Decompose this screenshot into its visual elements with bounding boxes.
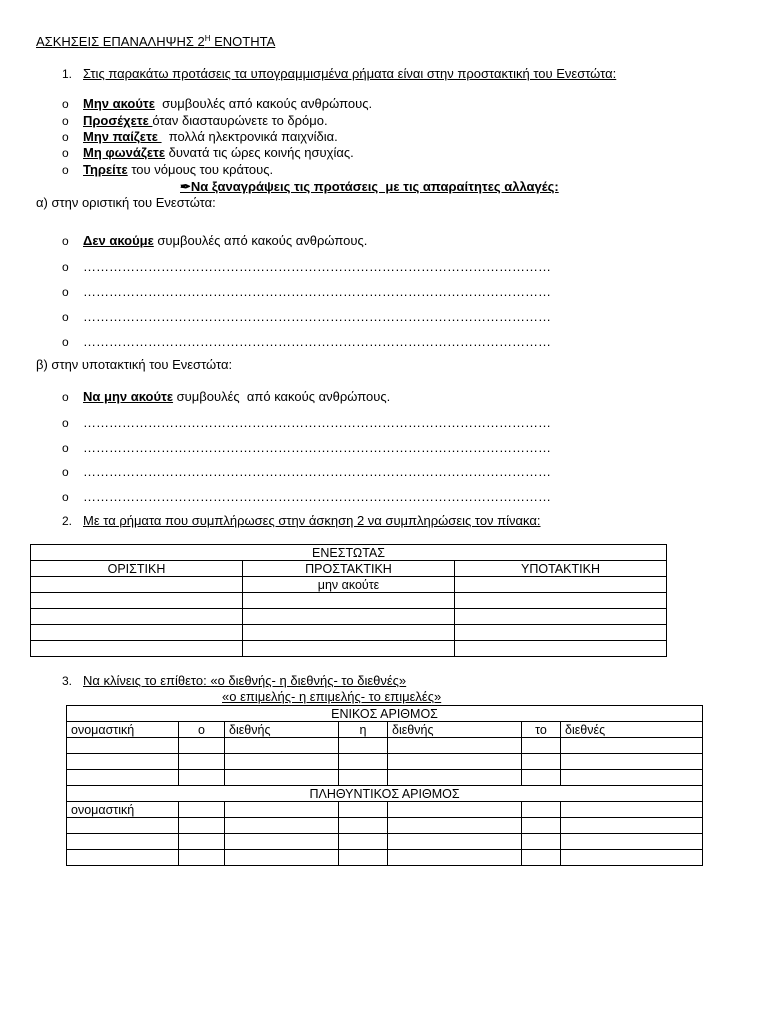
tense-table-cell: [31, 641, 243, 657]
bullet-icon: o: [62, 97, 69, 111]
tense-table-title: ΕΝΕΣΤΩΤΑΣ: [31, 545, 667, 561]
exercise-1-instruction: Στις παρακάτω προτάσεις τα υπογραμμισμένα ρήματα είναι στην προστακτική του Ενεστώτα:: [83, 66, 617, 81]
plural-cell: [225, 802, 339, 818]
part-a-example: [62, 233, 367, 249]
sentence-text: πολλά ηλεκτρονικά παιχνίδια.: [161, 129, 338, 144]
imperative-verb: Τηρείτε: [83, 162, 128, 177]
sentence-item: [62, 129, 338, 145]
sentence-text: όταν διασταυρώνετε το δρόμο.: [152, 113, 328, 128]
tense-table-cell: [31, 577, 243, 593]
dotted-blank: ………………………………………………………………………………………………: [83, 440, 551, 455]
singular-cell: η: [339, 722, 388, 738]
singular-row: [67, 738, 703, 754]
plural-cell: [339, 802, 388, 818]
tense-table: [30, 544, 667, 657]
dotted-blank: ………………………………………………………………………………………………: [83, 464, 551, 479]
exercise-number: 2.: [62, 514, 73, 528]
tense-table-cell: [455, 641, 667, 657]
bullet-icon: o: [62, 390, 69, 404]
exercise-3-instruction-line2: «ο επιμελής- η επιμελής- το επιμελές»: [222, 689, 442, 704]
singular-cell: ο: [179, 722, 225, 738]
bullet-icon: o: [62, 114, 69, 128]
plural-cell: [522, 802, 561, 818]
sentence-item: [62, 96, 372, 112]
singular-cell: [339, 770, 388, 786]
singular-cell: το: [522, 722, 561, 738]
tense-column-header: ΟΡΙΣΤΙΚΗ: [31, 561, 243, 577]
sentence-text: συμβουλές από κακούς ανθρώπους.: [154, 96, 373, 111]
sentence-item: [62, 145, 354, 161]
blank-line: [62, 489, 551, 505]
blank-line: [62, 284, 551, 300]
plural-title-row: [67, 786, 703, 802]
plural-row: [67, 834, 703, 850]
blank-line: [62, 415, 551, 431]
blank-line: [62, 259, 551, 275]
declension-table-body: [67, 706, 703, 866]
plural-cell: [179, 802, 225, 818]
plural-cell: [339, 834, 388, 850]
dotted-blank: ………………………………………………………………………………………………: [83, 334, 551, 349]
sentence-text: συμβουλές από κακούς ανθρώπους.: [153, 233, 368, 248]
singular-cell: [388, 770, 522, 786]
sentence-item: [62, 113, 328, 129]
plural-cell: [522, 818, 561, 834]
part-a-label: α) στην οριστική του Ενεστώτα:: [36, 195, 216, 210]
tense-column-header: ΠΡΟΣΤΑΚΤΙΚΗ: [243, 561, 455, 577]
singular-cell: [522, 738, 561, 754]
singular-cell: [388, 738, 522, 754]
plural-cell: [225, 850, 339, 866]
singular-cell: ονομαστική: [67, 722, 179, 738]
imperative-verb: Μη φωνάζετε: [83, 145, 166, 160]
plural-cell: [67, 834, 179, 850]
bullet-icon: o: [62, 416, 69, 430]
tense-table-cell: [243, 593, 455, 609]
tense-table-row: [31, 593, 667, 609]
declension-table: [66, 705, 703, 866]
bullet-icon: o: [62, 163, 69, 177]
bullet-icon: o: [62, 130, 69, 144]
exercise-3-heading: [62, 673, 406, 689]
tense-table-cell: [243, 641, 455, 657]
exercise-1-heading: [62, 66, 616, 82]
plural-cell: [388, 850, 522, 866]
tense-table-body: [31, 545, 667, 657]
bullet-icon: o: [62, 285, 69, 299]
rewrite-instruction: [180, 179, 559, 195]
singular-cell: [522, 754, 561, 770]
tense-table-cell: [31, 609, 243, 625]
blank-line: [62, 309, 551, 325]
plural-cell: [388, 818, 522, 834]
plural-cell: [225, 834, 339, 850]
tense-column-header: ΥΠΟΤΑΚΤΙΚΗ: [455, 561, 667, 577]
singular-cell: [522, 770, 561, 786]
bullet-icon: o: [62, 441, 69, 455]
singular-cell: [67, 738, 179, 754]
tense-table-cell: [243, 625, 455, 641]
plural-cell: [179, 834, 225, 850]
sentence-item: [62, 162, 273, 178]
singular-cell: διεθνής: [388, 722, 522, 738]
rewrite-instruction-text: Να ξαναγράψεις τις προτάσεις με τις απαραίτητες αλλαγές:: [190, 179, 559, 194]
singular-row: [67, 722, 703, 738]
blank-line: [62, 334, 551, 350]
plural-row: [67, 818, 703, 834]
singular-cell: [179, 738, 225, 754]
singular-cell: [225, 770, 339, 786]
imperative-verb: Μην παίζετε: [83, 129, 162, 144]
tense-table-header-row: [31, 561, 667, 577]
tense-table-cell: [455, 577, 667, 593]
plural-cell: [388, 834, 522, 850]
plural-cell: [561, 834, 703, 850]
singular-cell: [179, 754, 225, 770]
plural-cell: [179, 818, 225, 834]
sentence-text: συμβουλές από κακούς ανθρώπους.: [173, 389, 391, 404]
singular-cell: διεθνές: [561, 722, 703, 738]
bullet-icon: o: [62, 490, 69, 504]
worksheet-title: [36, 34, 275, 50]
dotted-blank: ………………………………………………………………………………………………: [83, 489, 551, 504]
bullet-icon: o: [62, 465, 69, 479]
singular-cell: [388, 754, 522, 770]
plural-cell: [522, 850, 561, 866]
title-text: ΑΣΚΗΣΕΙΣ ΕΠΑΝΑΛΗΨΗΣ 2: [36, 34, 205, 49]
part-b-label: β) στην υποτακτική του Ενεστώτα:: [36, 357, 233, 372]
dotted-blank: ………………………………………………………………………………………………: [83, 415, 551, 430]
plural-cell: [339, 818, 388, 834]
plural-cell: [225, 818, 339, 834]
singular-cell: [339, 738, 388, 754]
plural-cell: [67, 818, 179, 834]
plural-cell: [179, 850, 225, 866]
plural-cell: [388, 802, 522, 818]
singular-cell: [561, 770, 703, 786]
title-superscript: Η: [204, 34, 211, 43]
bullet-icon: o: [62, 234, 69, 248]
indicative-verb: Δεν ακούμε: [83, 233, 154, 248]
singular-cell: [67, 770, 179, 786]
tense-table-row: [31, 609, 667, 625]
title-suffix: ΕΝΟΤΗΤΑ: [210, 34, 276, 49]
plural-cell: [561, 818, 703, 834]
singular-cell: [225, 738, 339, 754]
singular-cell: [561, 754, 703, 770]
singular-cell: [225, 754, 339, 770]
singular-cell: [67, 754, 179, 770]
plural-cell: [339, 850, 388, 866]
tense-table-row: [31, 625, 667, 641]
tense-table-row: [31, 641, 667, 657]
part-b-example: [62, 389, 390, 405]
bullet-icon: o: [62, 335, 69, 349]
bullet-icon: o: [62, 310, 69, 324]
singular-cell: [561, 738, 703, 754]
singular-row: [67, 754, 703, 770]
exercise-2-heading: [62, 513, 541, 529]
sentence-text: του νόμους του κράτους.: [127, 162, 274, 177]
plural-cell: ονομαστική: [67, 802, 179, 818]
singular-cell: διεθνής: [225, 722, 339, 738]
singular-title: ΕΝΙΚΟΣ ΑΡΙΘΜΟΣ: [67, 706, 703, 722]
tense-table-cell: [455, 593, 667, 609]
plural-row: [67, 802, 703, 818]
bullet-icon: o: [62, 260, 69, 274]
subjunctive-verb: Να μην ακούτε: [83, 389, 174, 404]
exercise-number: 3.: [62, 674, 73, 688]
tense-table-cell: [31, 625, 243, 641]
dotted-blank: ………………………………………………………………………………………………: [83, 259, 551, 274]
plural-row: [67, 850, 703, 866]
pen-nib-icon: ✒: [180, 179, 191, 194]
tense-table-cell: [31, 593, 243, 609]
plural-cell: [67, 850, 179, 866]
plural-cell: [561, 802, 703, 818]
tense-table-title-row: [31, 545, 667, 561]
tense-table-cell: μην ακούτε: [243, 577, 455, 593]
bullet-icon: o: [62, 146, 69, 160]
plural-cell: [561, 850, 703, 866]
exercise-3-instruction: Να κλίνεις το επίθετο: «ο διεθνής- η διεθνής- το διεθνές»: [83, 673, 407, 688]
dotted-blank: ………………………………………………………………………………………………: [83, 284, 551, 299]
plural-title: ΠΛΗΘΥΝΤΙΚΟΣ ΑΡΙΘΜΟΣ: [67, 786, 703, 802]
imperative-verb: Μην ακούτε: [83, 96, 155, 111]
singular-cell: [179, 770, 225, 786]
exercise-2-instruction: Με τα ρήματα που συμπλήρωσες στην άσκηση 2 να συμπληρώσεις τον πίνακα:: [83, 513, 541, 528]
singular-title-row: [67, 706, 703, 722]
tense-table-cell: [455, 609, 667, 625]
exercise-number: 1.: [62, 67, 73, 81]
blank-line: [62, 464, 551, 480]
singular-cell: [339, 754, 388, 770]
blank-line: [62, 440, 551, 456]
tense-table-cell: [243, 609, 455, 625]
plural-cell: [522, 834, 561, 850]
dotted-blank: ………………………………………………………………………………………………: [83, 309, 551, 324]
singular-row: [67, 770, 703, 786]
tense-table-row: [31, 577, 667, 593]
sentence-text: δυνατά τις ώρες κοινής ησυχίας.: [165, 145, 354, 160]
imperative-verb: Προσέχετε: [83, 113, 153, 128]
tense-table-cell: [455, 625, 667, 641]
